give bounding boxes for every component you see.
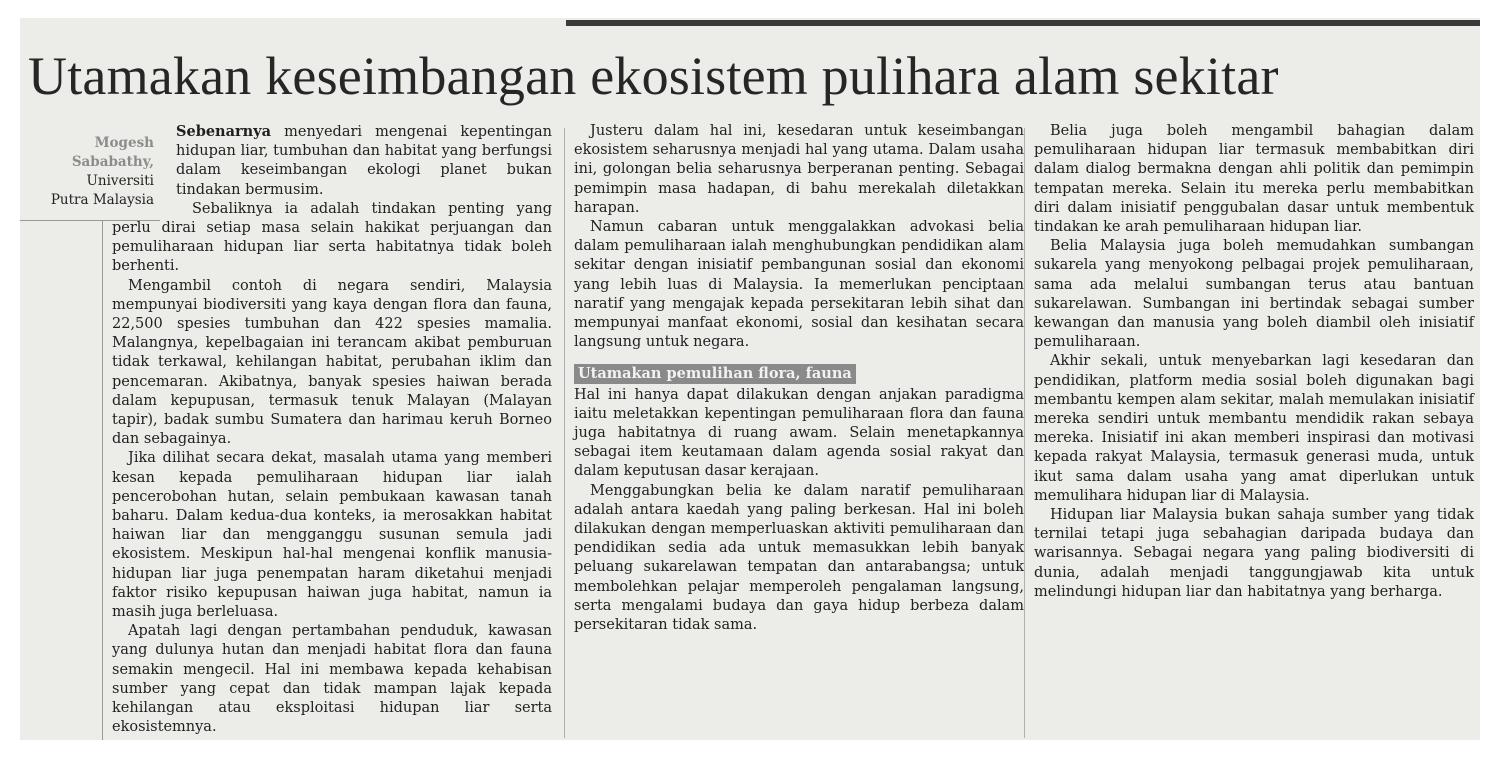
paragraph-8: Hal ini hanya dapat dilakukan dengan anjakan paradigma iaitu meletakkan kepentingan pemuliharaan flora dan fauna juga habitatnya di ruang awam. Selain menetapkannya sebagai item keutamaan dalam agenda sosial rakyat dan dalam keputusan dasar kerajaan. <box>574 386 1024 480</box>
paragraph-3: Mengambil contoh di negara sendiri, Malaysia mempunyai biodiversiti yang kaya dengan flora dan fauna, 22,500 spesies tumbuhan dan 422 spesies mamalia. Malangnya, kepelbagaian ini terancam akibat pemburuan tidak terkawal, kehilangan habitat, perubahan iklim dan pencemaran. Akibatnya, banyak spesies haiwan berada dalam kepupusan, termasuk tenuk Malayan (Malayan tapir), badak sumbu Sumatera dan harimau keruh Borneo dan sebagainya. <box>112 277 552 448</box>
paragraph-5: Apatah lagi dengan pertambahan penduduk, kawasan yang dulunya hutan dan menjadi habitat flora dan fauna semakin mengecil. Hal ini membawa kepada kehabisan sumber yang cepat dan tidak mampan lajak kepada kehilangan atau eksploitasi hidupan liar serta ekosistemnya. <box>112 623 552 736</box>
article-column-2 <box>574 122 1024 635</box>
paragraph-13: Hidupan liar Malaysia bukan sahaja sumber yang tidak ternilai tetapi juga sebahagian daripada budaya dan warisannya. Sebagai negara yang paling biodiversiti di dunia, adalah menjadi tanggungjawab kita untuk melindungi hidupan liar dan habitatnya yang berharga. <box>1034 507 1474 600</box>
article-column-1 <box>112 122 552 738</box>
column-divider-2 <box>1024 128 1025 738</box>
paragraph-10: Belia juga boleh mengambil bahagian dalam pemuliharaan hidupan liar termasuk membabitkan diri dalam dialog bermakna dengan ahli politik dan pemimpin tempatan mereka. Selain itu mereka perlu membabitkan diri dalam inisiatif penggubalan dasar untuk membentuk tindakan ke arah pemuliharaan hidupan liar. <box>1034 123 1474 236</box>
paragraph-2: Sebaliknya ia adalah tindakan penting yang perlu dirai setiap masa selain hakikat perjuangan dan pemuliharaan hidupan liar serta habitatnya tidak boleh berhenti. <box>112 200 552 275</box>
article-column-3 <box>1034 122 1474 602</box>
paragraph-4: Jika dilihat secara dekat, masalah utama yang memberi kesan kepada pemuliharaan hidupan liar ialah pencerobohan hutan, selain pembukaan kawasan tanah baharu. Dalam kedua-dua konteks, ia merosakkan habitat haiwan liar dan mengganggu susunan semula jadi ekosistem. Meskipun hal-hal mengenai konflik manusia-hidupan liar juga penempatan haram diketahui menjadi faktor risiko kepupusan haiwan juga habitat, namun ia masih juga berleluasa. <box>112 450 552 621</box>
column-divider-1 <box>564 128 565 738</box>
paragraph-1 <box>112 122 552 200</box>
lead-word: Sebenarnya <box>176 123 272 140</box>
paragraph-6: Justeru dalam hal ini, kesedaran untuk keseimbangan ekosistem seharusnya menjadi hal yang utama. Dalam usaha ini, golongan belia seharusnya berperanan penting. Sebagai pemimpin masa hadapan, di bahu merekalah diletakkan harapan. <box>574 123 1024 216</box>
paragraph-7: Namun cabaran untuk menggalakkan advokasi belia dalam pemuliharaan ialah menghubungkan pendidikan alam sekitar dengan inisiatif pembangunan sosial dan ekonomi yang lebih luas di Malaysia. Ia memerlukan penciptaan naratif yang mengajak kepada persekitaran lebih sihat dan mempunyai manfaat ekonomi, sosial dan kesihatan secara langsung untuk negara. <box>574 219 1024 351</box>
author-name-2: Sababathy, <box>71 154 154 170</box>
headline: Utamakan keseimbangan ekosistem pulihara alam sekitar <box>28 46 1279 106</box>
top-photo-strip <box>566 20 1480 26</box>
left-column-rule <box>102 220 103 740</box>
author-affiliation-1: Universiti <box>86 173 154 189</box>
newspaper-clipping <box>20 18 1480 740</box>
paragraph-12: Akhir sekali, untuk menyebarkan lagi kesedaran dan pendidikan, platform media sosial boleh digunakan bagi membantu kempen alam sekitar, malah memulakan inisiatif mereka sendiri untuk membantu mendidik rakan sebaya mereka. Inisiatif ini akan memberi inspirasi dan motivasi kepada rakyat Malaysia, termasuk generasi muda, untuk ikut sama dalam usaha yang amat diperlukan untuk memulihara hidupan liar di Malaysia. <box>1034 353 1474 504</box>
author-name-1: Mogesh <box>94 135 154 151</box>
byline-space <box>112 122 176 218</box>
paragraph-9: Menggabungkan belia ke dalam naratif pemuliharaan adalah antara kaedah yang paling berkesan. Hal ini boleh dilakukan dengan memperluaskan aktiviti pemuliharaan dan pendidikan sedia ada untuk memasukkan lebih banyak peluang sukarelawan tempatan dan antarabangsa; untuk membolehkan pelajar memperoleh pengalaman langsung, serta mengalami budaya dan gaya hidup berbeza dalam persekitaran tidak sama. <box>574 482 1024 634</box>
paragraph-11: Belia Malaysia juga boleh memudahkan sumbangan sukarela yang menyokong pelbagai projek pemuliharaan, sama ada melalui sumbangan terus atau bantuan sukarelawan. Sumbangan ini bertindak sebagai sumber kewangan dan manusia yang boleh diambil oleh inisiatif pemuliharaan. <box>1034 238 1474 351</box>
subheading: Utamakan pemulihan flora, fauna <box>574 364 856 383</box>
paragraph-1-text: menyedari mengenai kepentingan hidupan liar, tumbuhan dan habitat yang berfungsi dalam keseimbangan ekologi planet bukan tindakan bermusim. <box>176 124 553 198</box>
author-affiliation-2: Putra Malaysia <box>50 192 154 208</box>
